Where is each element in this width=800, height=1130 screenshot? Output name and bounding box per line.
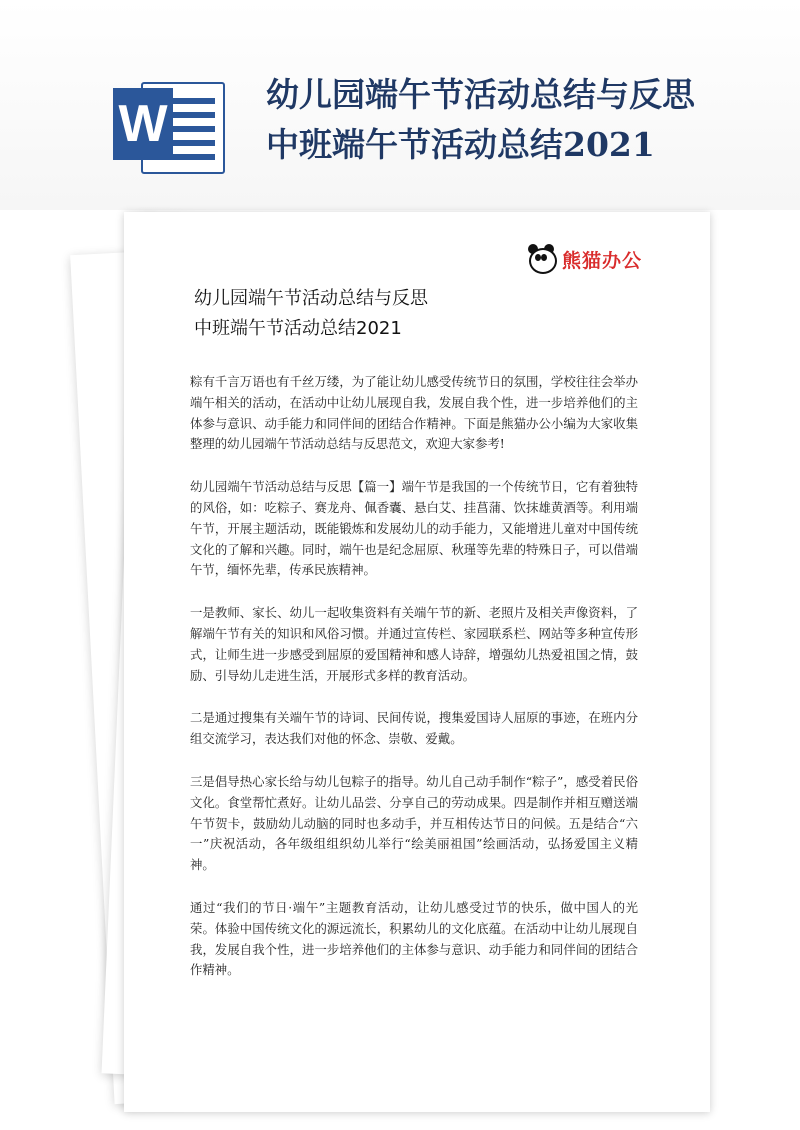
paragraph-third-point: 三是倡导热心家长给与幼儿包粽子的指导。幼儿自己动手制作“粽子”，感受着民俗文化。食堂帮忙煮好。让幼儿品尝、分享自己的劳动成果。四是制作并相互赠送端午节贺卡，鼓励幼儿动脑的同时也多动手，并互相传达节日的问候。五是结合“六一”庆祝活动，各年级组组织幼儿举行“绘美丽祖国”绘画活动，弘扬爱国主义精神。 <box>190 773 638 873</box>
header-title-line1: 幼儿园端午节活动总结与反思 <box>266 75 695 114</box>
brand-logo <box>526 242 686 276</box>
document-body <box>190 372 638 1003</box>
header-area <box>0 0 800 210</box>
document-title-line2: 中班端午节活动总结2021 <box>194 318 402 339</box>
paragraph-second-point: 二是通过搜集有关端午节的诗词、民间传说，搜集爱国诗人屈原的事迹，在班内分组交流学习，表达我们对他的怀念、崇敬、爱戴。 <box>190 710 638 747</box>
word-letter-badge: W <box>113 88 173 160</box>
document-page <box>124 212 710 1112</box>
header-title <box>266 70 786 170</box>
document-title-line1: 幼儿园端午节活动总结与反思 <box>194 288 428 309</box>
word-document-icon <box>113 78 225 174</box>
paragraph-first-point: 一是教师、家长、幼儿一起收集资料有关端午节的新、老照片及相关声像资料，了解端午节有关的知识和风俗习惯。并通过宣传栏、家园联系栏、网站等多种宣传形式，让师生进一步感受到屈原的爱国精神和感人诗辞，增强幼儿热爱祖国之情，鼓励、引导幼儿走进生活，开展形式多样的教育活动。 <box>190 605 638 683</box>
header-title-line2: 中班端午节活动总结2021 <box>266 125 655 164</box>
paragraph-conclusion: 通过“我们的节日·端午”主题教育活动，让幼儿感受过节的快乐，做中国人的光荣。体验中国传统文化的源远流长，积累幼儿的文化底蕴。在活动中让幼儿展现自我，发展自我个性，进一步培养他们的主体参与意识、动手能力和同伴间的团结合作精神。 <box>190 899 638 978</box>
panda-icon <box>526 244 556 274</box>
document-title <box>194 284 654 344</box>
brand-name: 熊猫办公 <box>562 249 643 272</box>
paragraph-part-one: 幼儿园端午节活动总结与反思【篇一】端午节是我国的一个传统节日，它有着独特的风俗，如：吃粽子、赛龙舟、佩香囊、悬白艾、挂菖蒲、饮抹雄黄酒等。利用端午节，开展主题活动，既能锻炼和发展幼儿的动手能力，又能增进儿童对中国传统文化的了解和兴趣。同时，端午也是纪念屈原、秋瑾等先辈的特殊日子，可以借端午节，缅怀先辈，传承民族精神。 <box>190 479 638 578</box>
paragraph-intro: 粽有千言万语也有千丝万缕，为了能让幼儿感受传统节日的氛围，学校往往会举办端午相关的活动，在活动中让幼儿展现自我，发展自我个性，进一步培养他们的主体参与意识、动手能力和同伴间的团结合作精神。下面是熊猫办公小编为大家收集整理的幼儿园端午节活动总结与反思范文，欢迎大家参考! <box>190 374 638 452</box>
